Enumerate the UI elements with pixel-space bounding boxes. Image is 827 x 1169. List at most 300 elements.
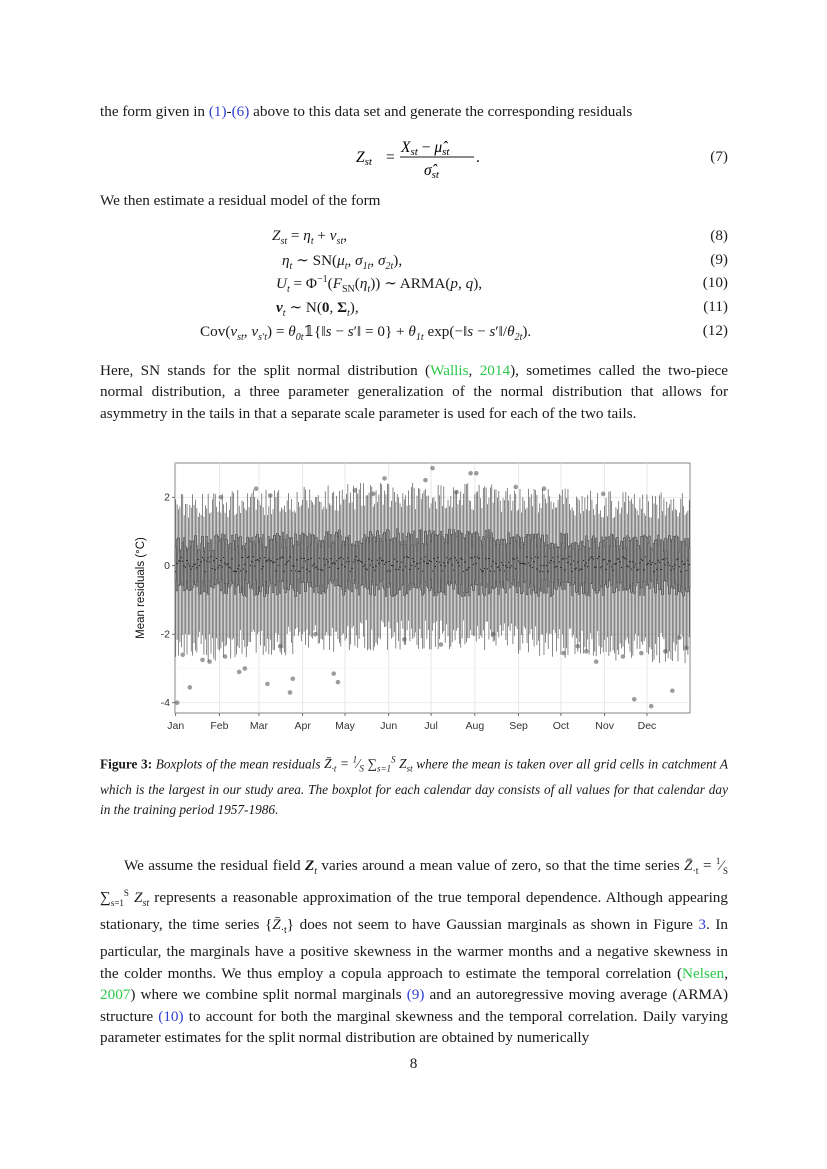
boxplot-box — [590, 548, 591, 584]
boxplot-box — [598, 548, 599, 591]
boxplot-box — [658, 535, 659, 584]
boxplot-box — [363, 539, 364, 585]
outlier-point — [237, 670, 242, 675]
boxplot-box — [463, 538, 464, 593]
boxplot-box — [669, 536, 670, 595]
outlier-point — [223, 654, 228, 659]
boxplot-box — [350, 544, 351, 582]
caption-label: Figure 3: — [100, 756, 153, 772]
equation-9-number: (9) — [710, 251, 728, 268]
boxplot-box — [574, 542, 575, 582]
boxplot-box — [437, 535, 438, 592]
boxplot-box — [213, 551, 214, 588]
boxplot-box — [645, 537, 646, 582]
boxplot-box — [405, 545, 406, 593]
boxplot-box — [192, 541, 193, 587]
boxplot-box — [306, 537, 307, 583]
boxplot-box — [588, 549, 589, 596]
boxplot-box — [459, 531, 460, 594]
boxplot-box — [391, 540, 392, 595]
boxplot-box — [501, 539, 502, 587]
boxplot-box — [460, 533, 461, 585]
boxplot-box — [207, 543, 208, 594]
boxplot-box — [387, 530, 388, 588]
boxplot-box — [406, 536, 407, 594]
sn-text-b: ), sometimes called the two-piece normal distribution, a three parameter generalization of the normal distribution that allows for asymmetry in the tails in that a separate scale parameter is used for each of the two tails. — [100, 362, 728, 422]
boxplot-box — [279, 537, 280, 594]
p2-text-h: to account for both the marginal skewness and the temporal correlation. Daily varying parameter estimates for the split normal distribution are obtained by numerically — [100, 1007, 728, 1047]
boxplot-box — [191, 547, 192, 590]
boxplot-box — [264, 547, 265, 596]
figure-ref-3[interactable]: 3 — [698, 916, 707, 933]
boxplot-box — [452, 534, 453, 583]
boxplot-box — [564, 548, 565, 589]
boxplot-box — [659, 544, 660, 590]
citation-nelsen[interactable]: Nelsen — [682, 964, 725, 982]
p2-text-d: does not seem to have Gaussian marginals as shown in Figure — [294, 916, 699, 933]
boxplot-box — [617, 537, 618, 582]
boxplot-box — [248, 539, 249, 583]
boxplot-box — [301, 543, 302, 583]
boxplot-box — [312, 535, 313, 588]
boxplot-box — [579, 549, 580, 594]
boxplot-box — [189, 540, 190, 590]
outlier-point — [402, 637, 407, 642]
boxplot-box — [466, 535, 467, 593]
outlier-point — [576, 644, 581, 649]
boxplot-box — [402, 534, 403, 585]
boxplot-box — [395, 538, 396, 594]
boxplot-box — [210, 540, 211, 587]
boxplot-box — [586, 536, 587, 595]
boxplot-box — [354, 545, 355, 580]
equation-7-number: (7) — [710, 148, 728, 165]
boxplot-box — [411, 534, 412, 583]
boxplot-box — [258, 542, 259, 587]
boxplot-box — [291, 537, 292, 584]
boxplot-box — [257, 534, 258, 595]
residual-model-intro-text: We then estimate a residual model of the form — [100, 192, 381, 209]
x-tick-label: Jun — [380, 720, 398, 732]
boxplot-box — [573, 549, 574, 584]
boxplot-box — [205, 548, 206, 586]
boxplot-box — [511, 538, 512, 584]
boxplot-box — [487, 538, 488, 584]
boxplot-box — [231, 535, 232, 581]
equation-8 — [100, 227, 728, 249]
boxplot-box — [295, 534, 296, 597]
x-tick-label: May — [335, 720, 355, 732]
boxplot-box — [394, 538, 395, 596]
caption-text-a: Boxplots of the mean residuals — [155, 756, 321, 772]
boxplot-box — [676, 536, 677, 595]
boxplot-box — [505, 545, 506, 593]
boxplot-box — [384, 532, 385, 589]
boxplot-box — [310, 544, 311, 583]
boxplot-box — [600, 542, 601, 585]
boxplot-box — [418, 543, 419, 587]
boxplot-box — [646, 537, 647, 585]
boxplot-box — [660, 540, 661, 590]
boxplot-box — [275, 542, 276, 585]
boxplot-box — [182, 542, 183, 586]
boxplot-box — [597, 548, 598, 593]
boxplot-box — [449, 529, 450, 585]
x-tick-label: Oct — [552, 720, 570, 732]
boxplot-box — [267, 547, 268, 593]
citation-wallis[interactable]: Wallis — [430, 362, 469, 379]
boxplot-box — [514, 537, 515, 580]
outlier-point — [454, 490, 459, 495]
p2-text-e: . In particular, the marginals have a positive skewness in the warmer months and a negative skewness in the colder months. We thus employ a copula approach to estimate the temporal correlation ( — [100, 916, 728, 982]
boxplot-box — [419, 531, 420, 583]
outlier-point — [254, 486, 259, 491]
boxplot-box — [603, 540, 604, 595]
boxplot-box — [349, 536, 350, 590]
boxplot-box — [413, 531, 414, 584]
boxplot-box — [483, 537, 484, 594]
boxplot-box — [315, 538, 316, 586]
equation-10-body: $U_t = \Phi^{-1}(F_{SN}(\eta_t))$ ∼ ARMA(p, q), — [276, 274, 483, 296]
boxplot-box — [436, 536, 437, 596]
boxplot-box — [188, 549, 189, 590]
boxplot-box — [175, 547, 176, 581]
boxplot-box — [469, 532, 470, 596]
boxplot-box — [203, 551, 204, 591]
boxplot-box — [326, 532, 327, 588]
boxplot-box — [308, 547, 309, 582]
outlier-point — [594, 659, 599, 664]
boxplot-box — [339, 530, 340, 586]
boxplot-box — [618, 550, 619, 591]
boxplot-box — [634, 537, 635, 593]
x-tick-label: Dec — [637, 720, 657, 732]
boxplot-box — [601, 537, 602, 587]
eq-ref-6[interactable]: (6) — [231, 103, 250, 120]
boxplot-box — [491, 533, 492, 587]
outlier-point — [200, 658, 205, 663]
boxplot-box — [183, 538, 184, 591]
boxplot-box — [378, 535, 379, 589]
boxplot-box — [268, 537, 269, 587]
boxplot-box — [604, 547, 605, 584]
boxplot-box — [689, 547, 690, 587]
equation-10 — [100, 274, 728, 296]
boxplot-box — [234, 549, 235, 594]
boxplot-box — [581, 541, 582, 583]
boxplot-box — [404, 541, 405, 596]
boxplot-box — [471, 546, 472, 584]
boxplot-box — [542, 535, 543, 580]
copula-paragraph: We assume the residual field $Z_t$ varies around a mean value of zero, so that the time series $Z̄_{\cdot t}$ = $^1⁄_S$ $\sum_{s=1}^S$ $Z_{st}$ represents a reasonable approximation of the true temporal dependence. Although appearing stationary, the time series $\{Z̄_{\cdot t}\}$ does not seem to have Gaussian marginals as shown in Figure 3. In particular, the marginals have a positive skewness in the warmer months and a negative skewness in the colder months. We thus employ a copula approach to estimate the temporal correlation (Nelsen, 2007) where we combine split normal marginals (9) and an autoregressive moving average (ARMA) structure (10) to account for both the marginal skewness and the temporal correlation. Daily varying parameter estimates for the split normal distribution are obtained by numerically — [100, 856, 729, 1047]
boxplot-box — [500, 544, 501, 582]
boxplot-box — [563, 534, 564, 581]
boxplot-box — [302, 533, 303, 581]
boxplot-box — [461, 533, 462, 596]
boxplot-box — [200, 544, 201, 594]
caption-text-b: where the mean is taken over all grid cells in catchment A which is the largest in our study area. The boxplot for each calendar day consists of all values for that calendar day in the training period 1957-1986. — [100, 756, 728, 818]
boxplot-box — [370, 531, 371, 594]
boxplot-box — [247, 537, 248, 583]
boxplot-box — [334, 535, 335, 586]
boxplot-box — [518, 536, 519, 582]
outlier-point — [677, 635, 682, 640]
boxplot-box — [337, 537, 338, 586]
boxplot-box — [687, 539, 688, 592]
boxplot-box — [353, 546, 354, 584]
boxplot-box — [397, 529, 398, 594]
outlier-point — [632, 697, 637, 702]
boxplot-box — [480, 541, 481, 584]
boxplot-box — [532, 534, 533, 590]
boxplot-box — [261, 546, 262, 587]
boxplot-box — [412, 545, 413, 587]
boxplot-box — [481, 545, 482, 585]
boxplot-box — [240, 537, 241, 593]
boxplot-box — [610, 546, 611, 581]
boxplot-box — [535, 534, 536, 593]
boxplot-box — [443, 539, 444, 593]
boxplot-box — [528, 536, 529, 587]
p2-text-b: varies around a mean value of zero, so that the time series — [317, 857, 685, 875]
boxplot-box — [521, 537, 522, 593]
y-axis-label-group — [135, 537, 147, 639]
boxplot-box — [380, 539, 381, 582]
y-tick-label: -2 — [160, 628, 170, 641]
boxplot-box — [653, 543, 654, 587]
svg-text:=: = — [386, 149, 395, 166]
boxplot-box — [377, 531, 378, 585]
boxplot-box — [560, 533, 561, 583]
svg-text:Zst: Zst — [356, 149, 372, 168]
boxplot-box — [682, 542, 683, 593]
boxplot-box — [265, 547, 266, 582]
x-tick-label: Jan — [167, 720, 185, 732]
boxplot-box — [347, 538, 348, 580]
boxplot-box — [223, 540, 224, 593]
boxplot-box — [570, 545, 571, 585]
boxplot-box — [246, 543, 247, 596]
boxplot-box — [408, 533, 409, 585]
boxplot-box — [562, 544, 563, 590]
outlier-point — [288, 690, 293, 695]
boxplot-box — [663, 552, 664, 581]
boxplot-box — [322, 540, 323, 585]
citation-nelsen-year[interactable]: 2007 — [100, 986, 131, 1004]
boxplot-box — [665, 538, 666, 580]
boxplot-box — [263, 535, 264, 585]
boxplot-box — [557, 547, 558, 580]
outlier-point — [542, 486, 547, 491]
outlier-point — [331, 671, 336, 676]
boxplot-box — [453, 530, 454, 590]
outlier-point — [423, 478, 428, 483]
boxplot-box — [346, 537, 347, 588]
boxplot-box — [539, 538, 540, 589]
boxplot-box — [243, 546, 244, 596]
boxplot-box — [593, 536, 594, 589]
boxplot-box — [677, 537, 678, 584]
boxplot-box — [522, 542, 523, 592]
equation-9-body: $\eta_t$ ∼ $SN(\mu_t$, $\sigma_{1t}$, $\sigma_{2t}$), — [282, 252, 403, 273]
outlier-point — [561, 651, 566, 656]
boxplot-box — [373, 538, 374, 585]
boxplot-box — [572, 543, 573, 595]
outlier-point — [207, 659, 212, 664]
boxplot-box — [594, 542, 595, 591]
equation-11-body: $\nu_t$ ∼ N(0, $\Sigma_t$), — [276, 299, 359, 320]
boxplot-box — [538, 534, 539, 597]
boxplot-box — [366, 540, 367, 582]
y-axis-title: Mean residuals (°C) — [135, 537, 147, 639]
boxplot-box — [409, 538, 410, 590]
outlier-point — [621, 654, 626, 659]
boxplot-box — [236, 534, 237, 586]
boxplot-box — [199, 550, 200, 594]
boxplot-box — [519, 547, 520, 586]
boxplot-box — [195, 536, 196, 585]
boxplot-box — [549, 548, 550, 581]
boxplot-box — [299, 535, 300, 593]
boxplot-box — [398, 533, 399, 589]
boxplot-box — [621, 541, 622, 582]
boxplot-box — [679, 552, 680, 592]
boxplot-box — [464, 539, 465, 596]
boxplot-box — [507, 544, 508, 580]
outlier-point — [278, 644, 283, 649]
boxplot-box — [364, 535, 365, 588]
boxplot-box — [509, 544, 510, 588]
boxplot-box — [580, 543, 581, 586]
boxplot-box — [220, 539, 221, 591]
boxplot-box — [343, 541, 344, 595]
outlier-point — [371, 492, 376, 497]
boxplot-box — [292, 546, 293, 588]
boxplot-box — [552, 543, 553, 594]
boxplot-box — [636, 540, 637, 582]
p2-text-a: We assume the residual field — [124, 857, 305, 875]
boxplot-box — [288, 538, 289, 590]
equation-7 — [100, 138, 728, 182]
boxplot-box — [611, 534, 612, 585]
boxplot-box — [632, 538, 633, 583]
boxplot-box — [566, 534, 567, 582]
boxplot-box — [612, 535, 613, 593]
boxplot-box — [202, 536, 203, 581]
boxplot-box — [272, 539, 273, 592]
boxplot-box — [294, 545, 295, 591]
outlier-point — [268, 493, 273, 498]
eq-ref-1[interactable]: (1) — [208, 103, 227, 120]
eq-ref-9[interactable]: (9) — [406, 986, 425, 1004]
boxplot-box — [649, 536, 650, 589]
boxplot-box — [285, 548, 286, 593]
boxplot-box — [381, 541, 382, 580]
boxplot-box — [495, 545, 496, 582]
boxplot-box — [550, 543, 551, 596]
boxplot-box — [553, 547, 554, 582]
boxplot-box — [529, 534, 530, 583]
boxplot-box — [526, 534, 527, 595]
boxplot-box — [336, 532, 337, 580]
boxplot-box — [629, 541, 630, 585]
boxplot-box — [667, 539, 668, 586]
boxplot-box — [305, 536, 306, 592]
y-tick-label: 2 — [164, 491, 170, 504]
boxplot-box — [605, 537, 606, 581]
boxplot-box — [284, 539, 285, 588]
boxplot-box — [478, 537, 479, 595]
citation-wallis-year[interactable]: 2014 — [479, 362, 511, 379]
residual-model-intro — [100, 190, 728, 211]
boxplot-box — [274, 535, 275, 586]
boxplot-box — [233, 540, 234, 583]
boxplot-box — [591, 539, 592, 582]
boxplot-box — [622, 548, 623, 590]
boxplot-box — [271, 539, 272, 584]
boxplot-box — [198, 550, 199, 582]
outlier-point — [601, 492, 606, 497]
boxplot-box — [643, 535, 644, 595]
boxplot-box — [652, 550, 653, 582]
boxplot-box — [422, 543, 423, 595]
boxplot-box — [628, 537, 629, 588]
boxplot-box — [651, 548, 652, 580]
boxplot-box — [439, 535, 440, 592]
intro-dash: - — [226, 103, 232, 120]
eq-ref-10[interactable]: (10) — [158, 1007, 184, 1025]
boxplot-box — [342, 546, 343, 589]
sn-text-a: Here, SN stands for the split normal distribution ( — [100, 362, 431, 379]
boxplot-box — [656, 540, 657, 580]
boxplot-box — [435, 534, 436, 593]
boxplot-box — [515, 541, 516, 587]
x-tick-label: Nov — [595, 720, 614, 732]
boxplot-box — [239, 537, 240, 585]
boxplot-box — [425, 531, 426, 581]
boxplot-box — [423, 545, 424, 593]
outlier-point — [180, 652, 185, 657]
outlier-point — [649, 704, 654, 709]
boxplot-box — [556, 546, 557, 589]
boxplot-chart — [130, 455, 705, 740]
boxplot-box — [477, 533, 478, 584]
boxplot-box — [516, 535, 517, 593]
boxplot-box — [329, 546, 330, 579]
outlier-point — [188, 685, 193, 690]
intro-rest-text: above to this data set and generate the corresponding residuals — [253, 103, 633, 120]
boxplot-box — [371, 534, 372, 581]
boxplot-box — [559, 548, 560, 586]
x-tick-label: Mar — [249, 720, 268, 732]
svg-text:σ̂st: σ̂st — [424, 162, 439, 181]
boxplot-box — [675, 537, 676, 583]
svg-text:Xst − μ̂st: Xst − μ̂st — [401, 139, 450, 158]
x-tick-label: Jul — [424, 720, 438, 732]
boxplot-box — [473, 534, 474, 591]
outlier-point — [684, 646, 689, 651]
outlier-point — [439, 642, 444, 647]
outlier-point — [670, 688, 675, 693]
boxplot-box — [316, 538, 317, 587]
boxplot-box — [467, 532, 468, 593]
caption-formula: $Z̄_{\cdot t}$ = $^1⁄_S$ $\sum_{s=1}^S$ $Z_{st}$ — [324, 755, 413, 775]
x-tick-label: Sep — [509, 720, 528, 732]
outlier-point — [474, 471, 479, 476]
boxplot-box — [374, 537, 375, 596]
page-number: 8 — [409, 1055, 418, 1072]
boxplot-box — [340, 536, 341, 587]
